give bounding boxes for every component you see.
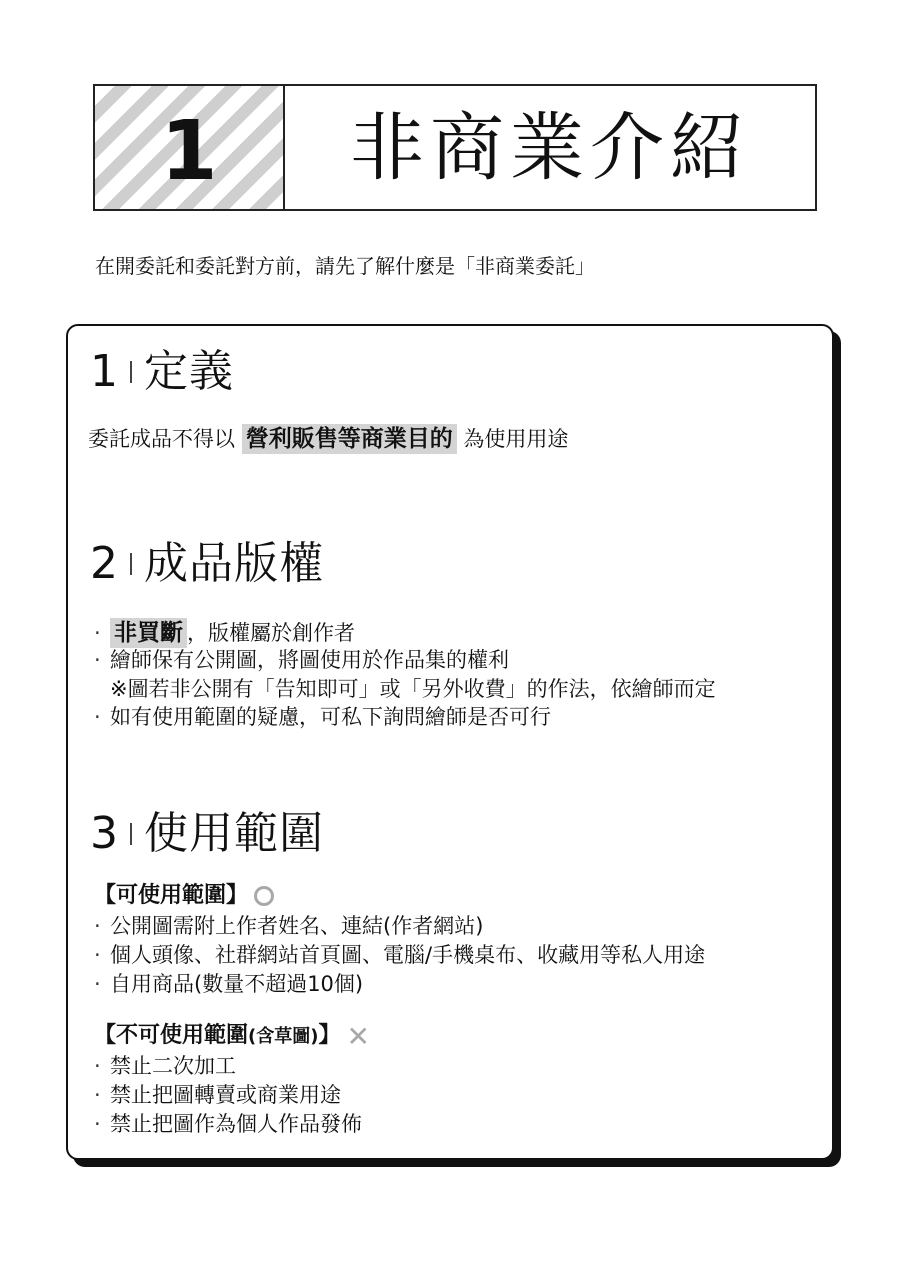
- forbidden-heading-text: 【不可使用範圍: [94, 1023, 249, 1048]
- section-divider: [130, 361, 132, 383]
- definition-text-after: 為使用用途: [463, 427, 569, 451]
- chapter-number-box: [95, 86, 285, 209]
- allowed-item: [94, 939, 705, 969]
- section-3-heading: [90, 808, 324, 859]
- forbidden-item-text: 禁止把圖轉賣或商業用途: [110, 1083, 341, 1107]
- section-divider: [130, 553, 132, 575]
- info-card: [66, 324, 834, 1160]
- forbidden-item: [94, 1050, 236, 1080]
- allowed-item-text: 自用商品(數量不超過10個): [110, 972, 364, 996]
- bullet-dot: ·: [94, 1112, 101, 1136]
- section-divider: [130, 823, 132, 845]
- allowed-heading-text: 【可使用範圍】: [94, 883, 249, 908]
- forbidden-item: [94, 1079, 341, 1109]
- bullet-dot: ·: [94, 705, 101, 729]
- bullet-dot: ·: [94, 972, 101, 996]
- copyright-bullet-1: [94, 614, 355, 647]
- section-number: 1: [90, 346, 118, 397]
- copyright-highlight: 非買斷: [110, 618, 187, 648]
- section-title: 使用範圍: [144, 808, 324, 859]
- section-number: 2: [90, 538, 118, 589]
- allowed-item: [94, 910, 483, 940]
- forbidden-heading: [94, 1018, 370, 1053]
- definition-highlight: 營利販售等商業目的: [242, 424, 457, 454]
- bullet-dot: ·: [94, 621, 101, 645]
- copyright-bullet-1-text: ，版權屬於創作者: [187, 621, 355, 645]
- bullet-dot: ·: [94, 1083, 101, 1107]
- allowed-item-text: 個人頭像、社群網站首頁圖、電腦/手機桌布、收藏用等私人用途: [110, 943, 706, 967]
- copyright-bullet-3-text: 如有使用範圍的疑慮，可私下詢問繪師是否可行: [110, 705, 551, 729]
- forbidden-item-text: 禁止二次加工: [110, 1054, 236, 1078]
- section-number: 3: [90, 808, 118, 859]
- allowed-item-text: 公開圖需附上作者姓名、連結(作者網站): [110, 914, 484, 938]
- forbidden-item-text: 禁止把圖作為個人作品發佈: [110, 1112, 362, 1136]
- section-title: 成品版權: [144, 538, 324, 589]
- bullet-dot: ·: [94, 1054, 101, 1078]
- forbidden-heading-small: (含草圖): [248, 1026, 319, 1047]
- bullet-dot: ·: [94, 914, 101, 938]
- forbidden-item: [94, 1108, 362, 1138]
- intro-text: 在開委託和委託對方前，請先了解什麼是「非商業委託」: [95, 254, 595, 278]
- forbidden-heading-end: 】: [318, 1023, 341, 1048]
- copyright-bullet-2: [94, 644, 509, 674]
- copyright-bullet-3: [94, 701, 551, 731]
- copyright-note: ※圖若非公開有「告知即可」或「另外收費」的作法，依繪師而定: [110, 677, 716, 701]
- allowed-heading: [94, 878, 274, 909]
- chapter-header: [93, 84, 817, 211]
- section-2-heading: [90, 538, 324, 589]
- chapter-title-box: [285, 86, 815, 209]
- bullet-dot: ·: [94, 943, 101, 967]
- copyright-bullet-2-text: 繪師保有公開圖，將圖使用於作品集的權利: [110, 648, 509, 672]
- section-1-heading: [90, 346, 234, 397]
- definition-line: [88, 420, 568, 453]
- cross-icon: ✕: [346, 1019, 370, 1053]
- section-title: 定義: [144, 346, 234, 397]
- chapter-number: 1: [160, 103, 218, 199]
- allowed-item: [94, 968, 363, 998]
- chapter-title: 非商業介紹: [350, 104, 750, 191]
- bullet-dot: ·: [94, 648, 101, 672]
- definition-text-before: 委託成品不得以: [88, 427, 235, 451]
- circle-icon: [254, 886, 274, 906]
